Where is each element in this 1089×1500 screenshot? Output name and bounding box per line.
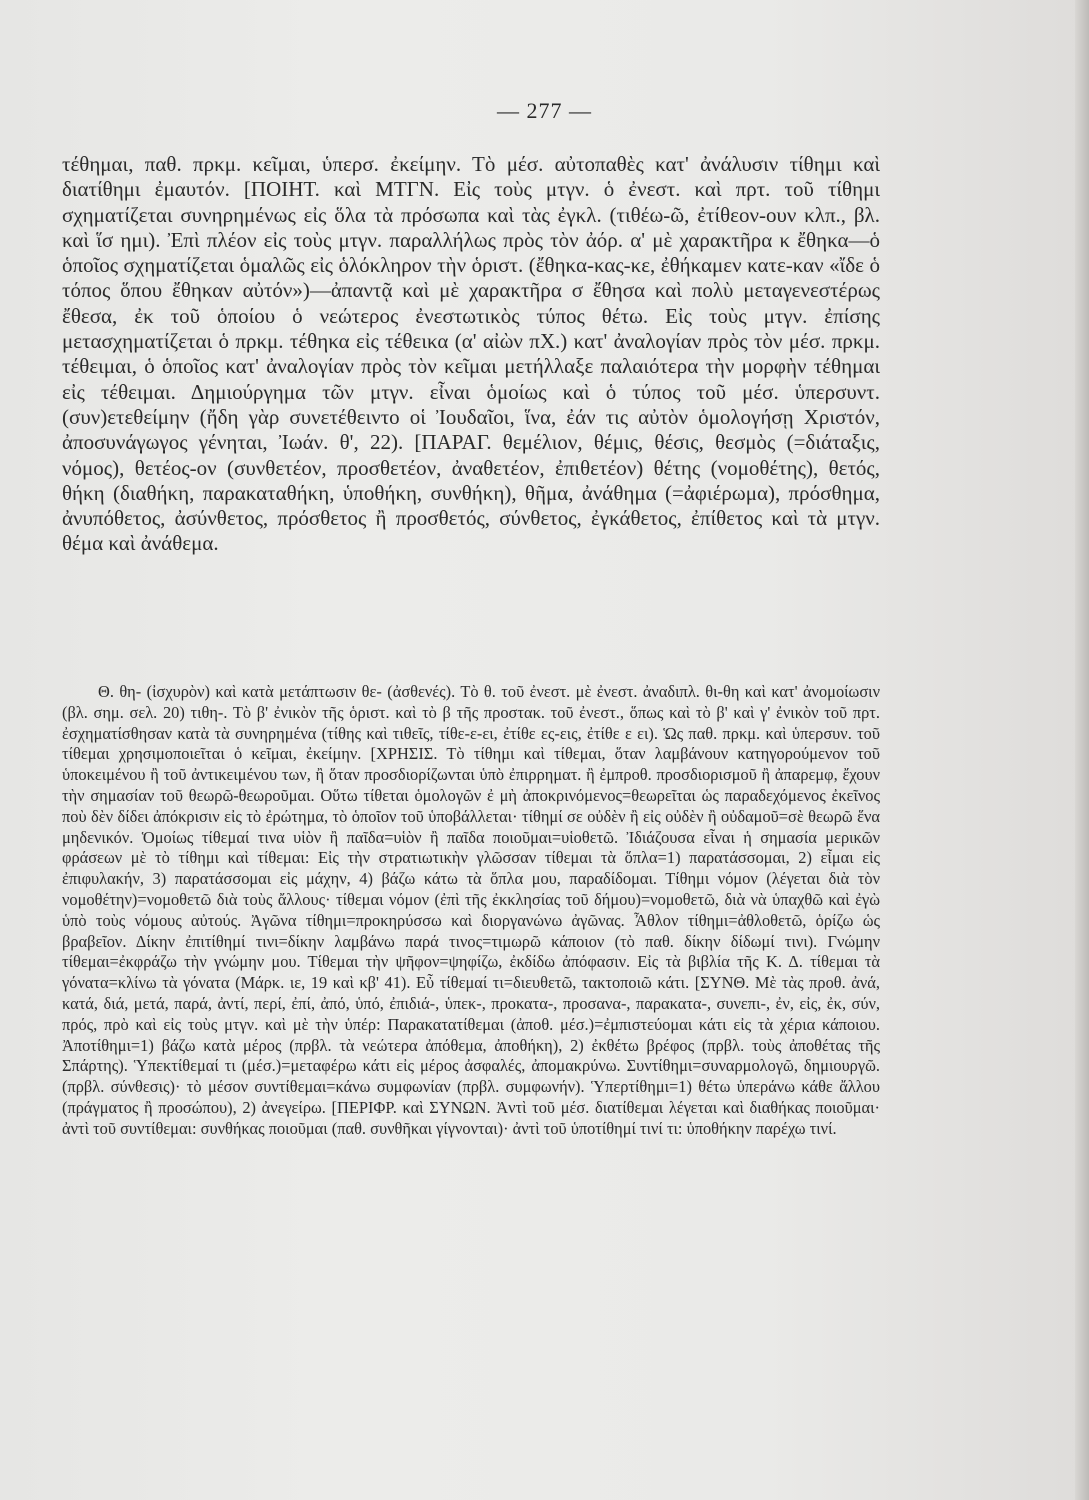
main-entry-paragraph: τέθημαι, παθ. πρκμ. κεῖμαι, ὑπερσ. ἐκείμην. Τὸ μέσ. αὐτοπαθὲς κατ' ἀνάλυσιν τίθημι καὶ διατίθημι ἐμαυτόν. [ΠΟΙΗΤ. καὶ ΜΤΓΝ. Εἰς τοὺς μτγν. ὁ ἐνεστ. καὶ πρτ. τοῦ τίθημι σχηματίζεται συνηρημένως εἰς ὅλα τὰ πρόσωπα καὶ τὰς ἐγκλ. (τιθέω-ῶ, ἐτίθεον-ουν κλπ., βλ. καὶ ἵσ ημι). Ἐπὶ πλέον εἰς τοὺς μτγν. παραλλήλως πρὸς τὸν ἀόρ. α' μὲ χαρακτῆρα κ ἔθηκα—ὁ ὁποῖος σχηματίζεται ὁμαλῶς εἰς ὁλόκληρον τὴν ὁριστ. (ἔθηκα-κας-κε, ἐθήκαμεν κατε-καν «ἴδε ὁ τόπος ὅπου ἔθηκαν αὐτόν»)—ἀπαντᾷ καὶ μὲ χαρακτῆρα σ ἔθησα καὶ πολὺ μεταγενεστέρως ἔθεσα, ἐκ τοῦ ὁποίου ὁ νεώτερος ἐνεστωτικὸς τύπος θέτω. Εἰς τοὺς μτγν. ἐπίσης μετασχηματίζεται ὁ πρκμ. τέθηκα εἰς τέθεικα (α' αἰὼν πΧ.) κατ' ἀναλογίαν πρὸς τὸν μέσ. πρκμ. τέθειμαι, ὁ ὁποῖος κατ' ἀναλογίαν πρὸς τὸν κεῖμαι μετήλλαξε παλαιότερα τὴν μορφὴν τέθημαι εἰς τέθειμαι. Δημιούργημα τῶν μτγν. εἶναι ὁμοίως καὶ ὁ τύπος τοῦ μέσ. ὑπερσυντ. (συν)ετεθείμην (ἤδη γὰρ συνετέθειντο οἱ Ἰουδαῖοι, ἵνα, ἐάν τις αὐτὸν ὁμολογήσῃ Χριστόν, ἀποσυνάγωγος γένηται, Ἰωάν. θ', 22). [ΠΑΡΑΓ. θεμέλιον, θέμις, θέσις, θεσμὸς (=διάταξις, νόμος), θετέος-ον (συνθετέον, προσθετέον, ἀναθετέον, ἐπιθετέον) θέτης (νομοθέτης), θετός, θήκη (διαθήκη, παρακαταθήκη, ὑποθήκη, συνθήκη), θῆμα, ἀνάθημα (=ἀφιέρωμα), πρόσθημα, ἀνυπόθετος, ἀσύνθετος, πρόσθετος ἢ προσθετός, σύνθετος, ἐγκάθετος, ἐπίθετος καὶ τὰ μτγν. θέμα καὶ ἀνάθεμα. — [62, 152, 880, 556]
page-number: — 277 — — [497, 98, 592, 123]
notes-paragraph: Θ. θη- (ἰσχυρὸν) καὶ κατὰ μετάπτωσιν θε- (ἀσθενές). Τὸ θ. τοῦ ἐνεστ. μὲ ἐνεστ. ἀναδιπλ. θι-θη καὶ κατ' ἀνομοίωσιν (βλ. σημ. σελ. 20) τιθη-. Τὸ β' ἐνικὸν τῆς ὁριστ. καὶ τὸ β τῆς προστακ. τοῦ ἐνεστ., ὅπως καὶ τὸ β' καὶ γ' ἐνικὸν τοῦ πρτ. ἐσχηματίσθησαν κατὰ τὰ συνηρημένα (τίθης καὶ τιθεῖς, τίθε-ε-ει, ἐτίθε ες-εις, ἐτίθε ε ει). Ὡς παθ. πρκμ. καὶ ὑπερσυν. τοῦ τίθεμαι χρησιμοποιεῖται ὁ κεῖμαι, ἐκείμην. [ΧΡΗΣΙΣ. Τὸ τίθημι καὶ τίθεμαι, ὅταν λαμβάνουν κατηγορούμενον τοῦ ὑποκειμένου ἢ τοῦ ἀντικειμένου των, ἢ ὅταν προσδιορίζωνται ὑπὸ ἐπιρρηματ. ἢ ἐμπροθ. προσδιορισμοῦ ἢ ἀπαρεμφ, ἔχουν τὴν σημασίαν τοῦ θεωρῶ-θεωροῦμαι. Οὕτω τίθεται ὁμολογῶν ἐ μὴ ἀποκρινόμενος=θεωρεῖται ὡς παραδεχόμενος ἐκεῖνος ποὺ δὲν δίδει ἀπόκρισιν εἰς τὸ ἐρώτημα, τὸ ὁποῖον τοῦ ὑποβάλλεται· τίθημί σε οὐδὲν ἢ εἰς οὐδὲν ἢ οὐδαμοῦ=σὲ θεωρῶ ἕνα μηδενικόν. Ὁμοίως τίθεμαί τινα υἱὸν ἢ παῖδα=υἱὸν ἢ παῖδα ποιοῦμαι=υἱοθετῶ. Ἰδιάζουσα εἶναι ἡ σημασία μερικῶν φράσεων μὲ τὸ τίθημι καὶ τίθεμαι: Εἰς τὴν στρατιωτικὴν γλῶσσαν τίθεμαι τὰ ὅπλα=1) παρατάσσομαι, 2) εἶμαι εἰς ἐπιφυλακήν, 3) παρατάσσομαι εἰς μάχην, 4) βάζω κάτω τὰ ὅπλα μου, παραδίδομαι. Τίθημι νόμον (λέγεται διὰ τὸν νομοθέτην)=νομοθετῶ διὰ τοὺς ἄλλους· τίθεμαι νόμον (ἐπὶ τῆς ἐκκλησίας τοῦ δήμου)=νομοθετῶ, διὰ νὰ ὑπαχθῶ καὶ ἐγὼ ὑπὸ τοὺς νόμους αὐτούς. Ἀγῶνα τίθημι=προκηρύσσω καὶ διοργανώνω ἀγῶνας. Ἆθλον τίθημι=ἀθλοθετῶ, ὁρίζω ὡς βραβεῖον. Δίκην ἐπιτίθημί τινι=δίκην λαμβάνω παρά τινος=τιμωρῶ κάποιον (τὸ παθ. δίκην δίδωμί τινι). Γνώμην τίθεμαι=ἐκφράζω τὴν γνώμην μου. Τίθεμαι τὴν ψῆφον=ψηφίζω, ἐκδίδω ἀπόφασιν. Εἰς τὰ βιβλία τῆς Κ. Δ. τίθεμαι τὰ γόνατα=κλίνω τὰ γόνατα (Μάρκ. ιε, 19 καὶ κβ' 41). Εὖ τίθεμαί τι=διευθετῶ, τακτοποιῶ κάτι. [ΣΥΝΘ. Μὲ τὰς προθ. ἀνά, κατά, διά, μετά, παρά, ἀντί, περί, ἐπί, ἀπό, ὑπό, ἐπιδιά-, ὑπεκ-, προκατα-, προσανα-, παρακατα-, συνεπι-, ἐν, εἰς, ἐκ, σύν, πρός, πρὸ καὶ εἰς τοὺς μτγν. καὶ μὲ τὴν ὑπέρ: Παρακατατίθεμαι (ἀποθ. μέσ.)=ἐμπιστεύομαι κάτι εἰς τὰ χέρια κάποιου. Ἀποτίθημι=1) βάζω κατὰ μέρος (πρβλ. τὰ νεώτερα ἀπόθεμα, ἀποθήκη), 2) ἐκθέτω βρέφος (πρβλ. τοὺς ἀποθέτας τῆς Σπάρτης). Ὑπεκτίθεμαί τι (μέσ.)=μεταφέρω κάτι εἰς μέρος ἀσφαλές, ἀπομακρύνω. Συντίθημι=συναρμολογῶ, δημιουργῶ. (πρβλ. σύνθεσις)· τὸ μέσον συντίθεμαι=κάνω συμφωνίαν (πρβλ. συμφωνήν). Ὑπερτίθημι=1) θέτω ὑπεράνω κάθε ἄλλου (πράγματος ἢ προσώπου), 2) ἀνεγείρω. [ΠΕΡΙΦΡ. καὶ ΣΥΝΩΝ. Ἀντὶ τοῦ μέσ. διατίθεμαι λέγεται καὶ διαθήκας ποιοῦμαι· ἀντὶ τοῦ συντίθεμαι: συνθήκας ποιοῦμαι (παθ. συνθῆκαι γίγνονται)· ἀντὶ τοῦ ὑποτίθημί τινί τι: ὑποθήκην παρέχω τινί. — [62, 682, 880, 1138]
notes-section — [62, 682, 880, 1140]
page-edge-shadow — [1075, 0, 1089, 1500]
